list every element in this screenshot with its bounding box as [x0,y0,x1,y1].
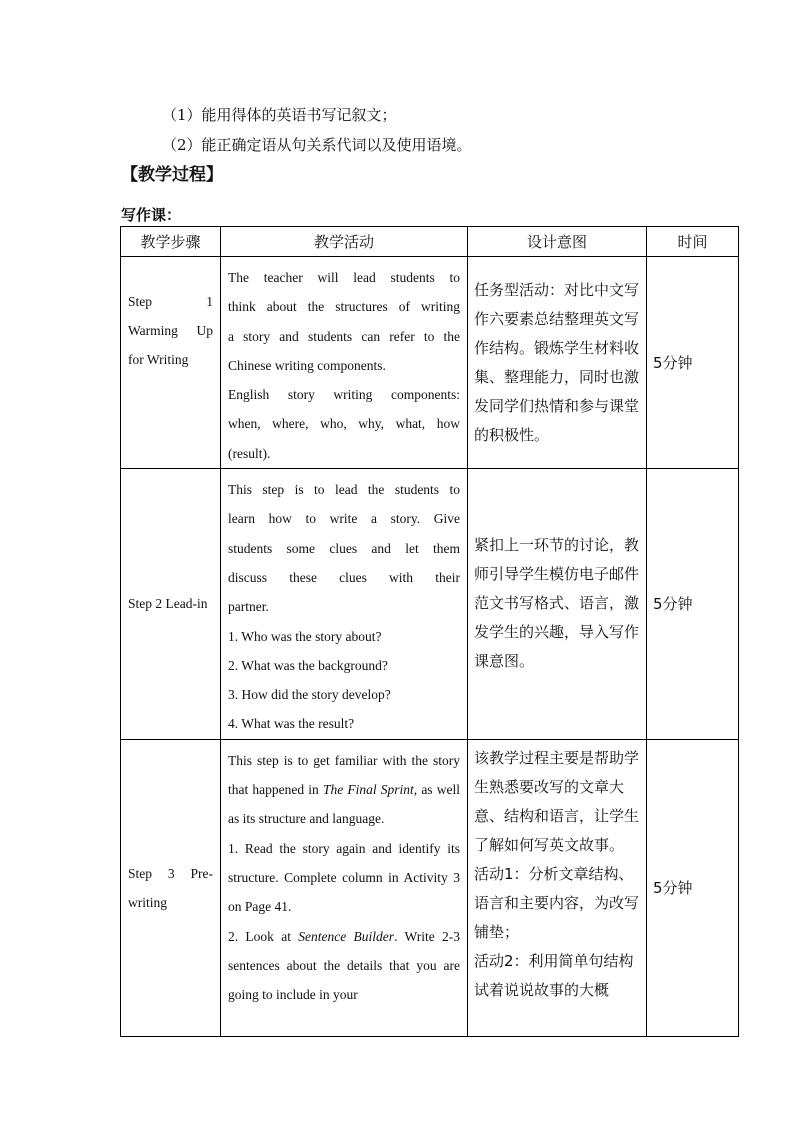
goal-2: （2）能正确定语从句关系代词以及使用语境。 [162,136,472,154]
table-row [121,739,739,1036]
activity-text [228,746,460,1036]
time-cell: 5分钟 [647,469,739,740]
activity-line: 1. Who was the story about? [228,628,382,644]
activity-cell [221,257,468,469]
header-time: 时间 [647,227,739,257]
activity-line: a story and students can refer to the [228,328,460,344]
table-row [121,257,739,469]
time-cell: 5分钟 [647,739,739,1036]
section-title: 【教学过程】 [121,165,223,185]
activity-line: The teacher will lead students to [228,270,460,285]
activity-line: 4. What was the result? [228,716,355,732]
activity-line: 3. How did the story develop? [228,687,391,703]
activity-line: This step is to lead the students to [228,482,460,498]
activity-item-2-after: . Write 2-3 sentences about the details that you are going to include in your [228,928,460,1003]
activity-line: students some clues and let them [228,540,460,556]
table-row [121,469,739,740]
activity-text-after: , as well as its structure and language. [228,782,460,827]
step-cell: Step 3 Pre-writing [121,739,221,1036]
design-cell [468,739,647,1036]
activity-line: think about the structures of writing [228,299,460,315]
sub-title: 写作课： [121,206,182,224]
activity-line: English story writing components: [228,387,460,403]
activity-text-before: This step is to get familiar with the story that happened in [228,752,460,798]
design-cell: 紧扣上一环节的讨论，教师引导学生模仿电子邮件范文书写格式、语言，激发学生的兴趣，导入写作课意图。 [468,469,647,740]
header-activity: 教学活动 [221,227,468,257]
activity-line: (result). [228,445,271,461]
sentence-builder-title: Sentence Builder [298,928,395,944]
design-line: 活动2：利用简单句结构试着说说故事的大概 [474,951,634,999]
design-text [474,744,640,1034]
header-step: 教学步骤 [121,227,221,257]
lesson-table [120,226,739,1037]
activity-line: partner. [228,599,269,615]
activity-cell [221,739,468,1036]
activity-line: learn how to write a story. Give [228,511,460,527]
activity-line: 2. What was the background? [228,657,388,673]
activity-item-1: 1. Read the story again and identify its structure. Complete column in Activity 3 on Page 41. [228,840,460,915]
activity-line: Chinese writing components. [228,357,386,373]
activity-line: discuss these clues with their [228,569,460,585]
step-cell: Step 1 Warming Up for Writing [121,257,221,469]
activity-line: when, where, who, why, what, how [228,416,460,432]
step-cell: Step 2 Lead-in [121,469,221,740]
time-cell: 5分钟 [647,257,739,469]
design-line: 活动1：分析文章结构、语言和主要内容，为改写铺垫； [474,864,640,941]
activity-item-2-before: 2. Look at [228,928,299,944]
design-line: 该教学过程主要是帮助学生熟悉要改写的文章大意、结构和语言，让学生了解如何写英文故事。 [474,748,640,854]
design-cell: 任务型活动：对比中文写作六要素总结整理英文写作结构。锻炼学生材料收集、整理能力，同时也激发同学们热情和参与课堂的积极性。 [468,257,647,469]
story-title: The Final Sprint [322,782,414,798]
activity-cell [221,469,468,740]
table-header-row [121,227,739,257]
goal-1: （1）能用得体的英语书写记叙文； [162,106,397,124]
header-design: 设计意图 [468,227,647,257]
